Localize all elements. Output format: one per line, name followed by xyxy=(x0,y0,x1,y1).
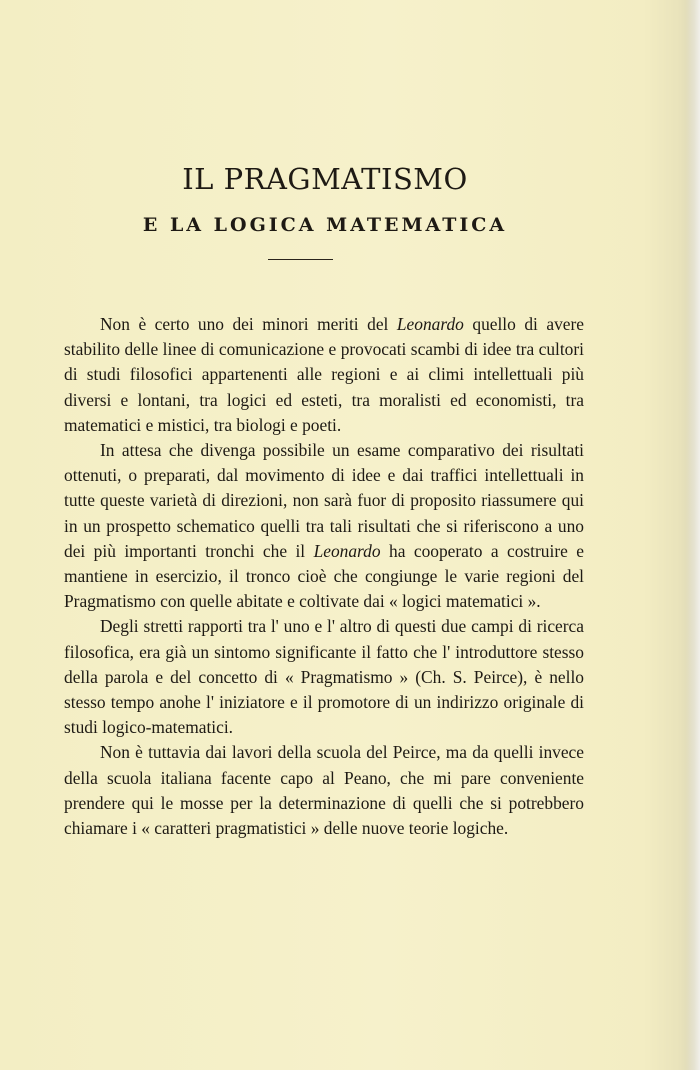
paragraph-1-text-b: quello di avere stabilito delle linee di comunicazione e provocati scambi di idee tra cultori di studi filosofici appartenenti alle regioni e ai climi intellettuali più diversi e lontani, tra logici ed esteti, tra moralisti ed economisti, tra matematici e mistici, tra biologi e poeti. xyxy=(64,314,584,435)
body-text xyxy=(64,312,584,841)
title-divider xyxy=(268,259,333,260)
paragraph-2-italic: Leonardo xyxy=(313,540,381,561)
page-edge-shadow xyxy=(686,0,700,1070)
paragraph-4 xyxy=(64,740,584,841)
paragraph-2 xyxy=(64,438,584,614)
paragraph-1 xyxy=(64,312,584,438)
paragraph-2-text-b: ha cooperato a costruire e mantiene in esercizio, il tronco cioè che congiunge le varie regioni del Pragmatismo con quelle abitate e coltivate dai « logici matematici ». xyxy=(64,540,584,612)
chapter-subtitle: E LA LOGICA MATEMATICA xyxy=(142,214,508,236)
paragraph-1-text-a: Non è certo uno dei minori meriti del xyxy=(100,314,397,334)
chapter-title: IL PRAGMATISMO xyxy=(182,162,468,196)
paragraph-3 xyxy=(64,614,584,740)
paragraph-2-text-a: In attesa che divenga possibile un esame comparativo dei risultati ottenuti, o preparati, dal movimento di idee e dai traffici intellettuali in tutte queste varietà di direzioni, non sarà fuor di proposito riassumere qui in un prospetto schematico quelli tra tali risultati che si riferiscono a uno dei più importanti tronchi che il xyxy=(64,440,584,561)
paragraph-3-text: Degli stretti rapporti tra l' uno e l' altro di questi due campi di ricerca filosofica, era già un sintomo significante il fatto che l' introduttore stesso della parola e del concetto di « Pragmatismo » (Ch. S. Peirce), è nello stesso tempo anohe l' iniziatore e il promotore di un indirizzo originale di studi logico-matematici. xyxy=(64,616,584,738)
paragraph-4-text: Non è tuttavia dai lavori della scuola del Peirce, ma da quelli invece della scuola italiana facente capo al Peano, che mi pare conveniente prendere qui le mosse per la determinazione di quelli che si potrebbero chiamare i « caratteri pragmatistici » delle nuove teorie logiche. xyxy=(64,742,584,839)
paragraph-1-italic: Leonardo xyxy=(396,314,464,334)
